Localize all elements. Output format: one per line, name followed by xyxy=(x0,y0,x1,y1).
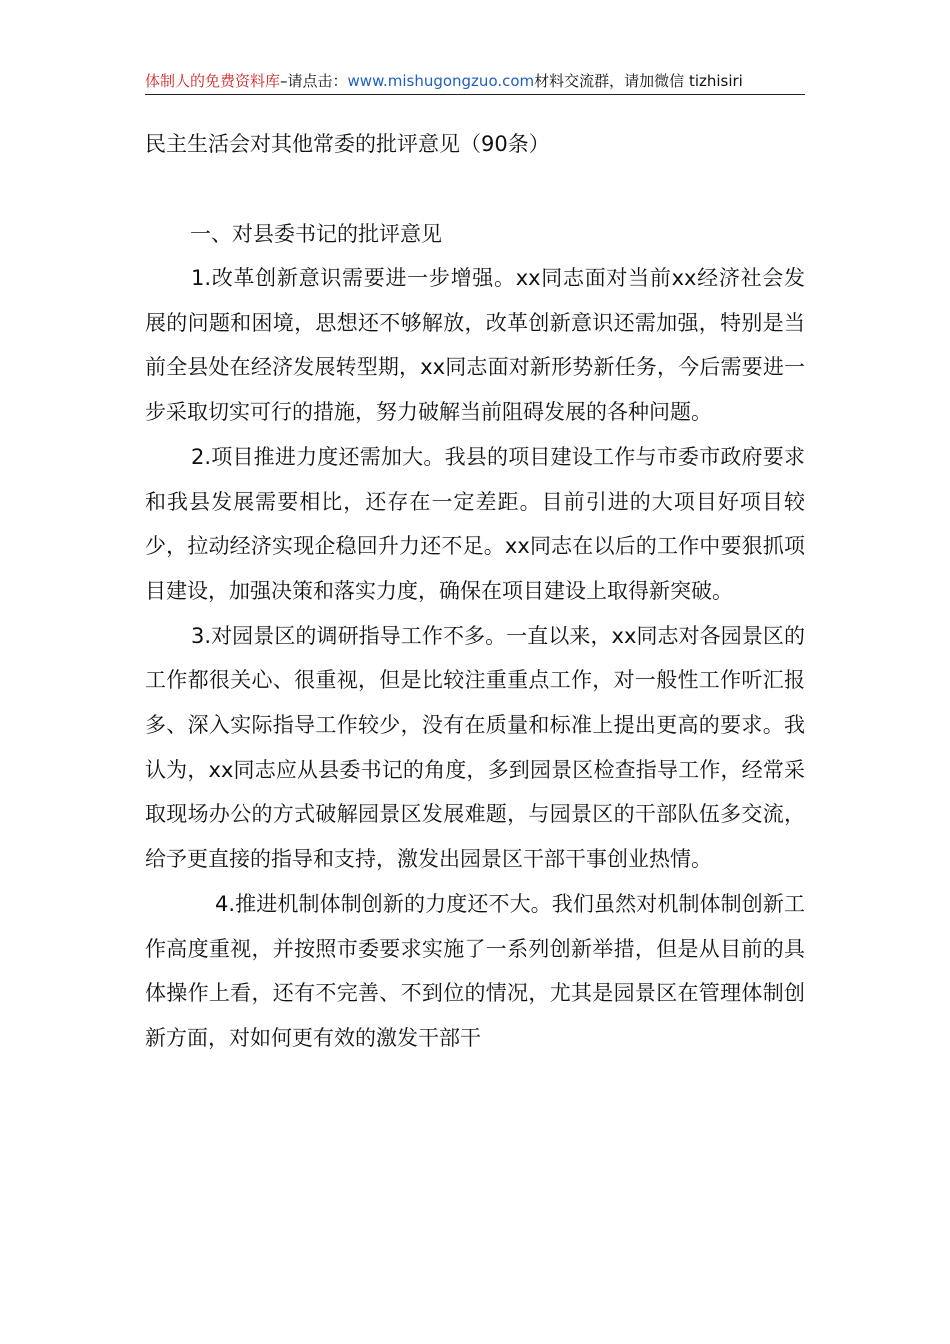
paragraph-2: 2.项目推进力度还需加大。我县的项目建设工作与市委市政府要求和我县发展需要相比，还存在一定差距。目前引进的大项目好项目较少，拉动经济实现企稳回升力还不足。xx同志在以后的工作中要狠抓项目建设，加强决策和落实力度，确保在项目建设上取得新突破。 xyxy=(145,444,805,603)
header-divider xyxy=(145,94,805,95)
header-prompt: –请点击： xyxy=(280,72,348,90)
header-contact: 材料交流群，请加微信 tizhisiri xyxy=(534,72,743,90)
document-title: 民主生活会对其他常委的批评意见（90条） xyxy=(145,132,550,156)
document-body xyxy=(145,256,805,1061)
header-website-link[interactable]: www.mishugongzuo.com xyxy=(347,72,535,90)
paragraph-3: 3.对园景区的调研指导工作不多。一直以来，xx同志对各园景区的工作都很关心、很重视，但是比较注重重点工作，对一般性工作听汇报多、深入实际指导工作较少，没有在质量和标准上提出更高的要求。我认为，xx同志应从县委书记的角度，多到园景区检查指导工作，经常采取现场办公的方式破解园景区发展难题，与园景区的干部队伍多交流，给予更直接的指导和支持，激发出园景区干部干事创业热情。 xyxy=(145,623,805,872)
paragraph-4: 4.推进机制体制创新的力度还不大。我们虽然对机制体制创新工作高度重视，并按照市委要求实施了一系列创新举措，但是从目前的具体操作上看，还有不完善、不到位的情况，尤其是园景区在管理体制创新方面，对如何更有效的激发干部干 xyxy=(145,891,805,1050)
section-heading: 一、对县委书记的批评意见 xyxy=(190,222,442,246)
header-brand: 体制人的免费资料库 xyxy=(145,72,281,90)
page-header xyxy=(145,70,805,94)
paragraph-1: 1.改革创新意识需要进一步增强。xx同志面对当前xx经济社会发展的问题和困境，思想还不够解放，改革创新意识还需加强，特别是当前全县处在经济发展转型期，xx同志面对新形势新任务，今后需要进一步采取切实可行的措施，努力破解当前阻碍发展的各种问题。 xyxy=(145,266,805,425)
